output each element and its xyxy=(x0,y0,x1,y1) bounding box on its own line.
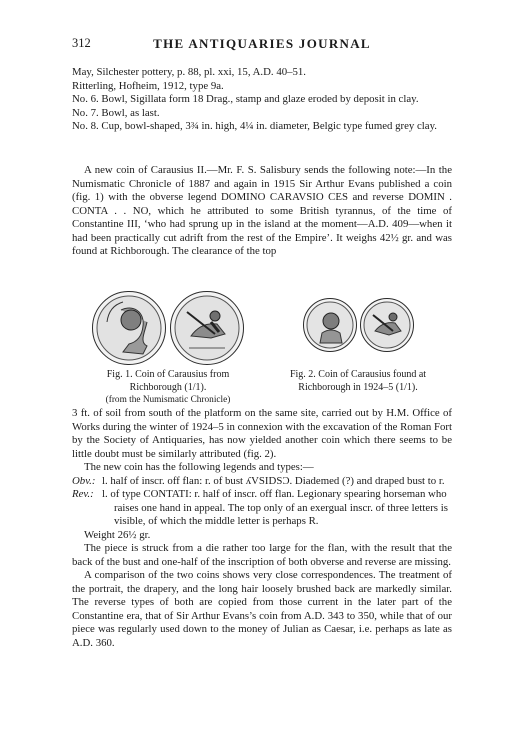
fig2-obverse-coin-image xyxy=(303,298,357,352)
paragraph-comparison: A comparison of the two coins shows very close correspondences. The treatment of the portrait, the drapery, and the long hair loosely brushed back are markedly similar. The reverse types of both are copied from those current in the later part of the Constantine era, that of Sir Arthur Evans’s coin from A.D. 343 to 350, while that of our piece was regularly used down to the money of Julian as Caesar, i.e. perhaps as late as A.D. 360. xyxy=(72,569,452,649)
page-header xyxy=(72,36,452,54)
fig2-caption-title: Fig. 2. Coin of Carausius found at xyxy=(289,369,427,380)
obverse-description xyxy=(72,475,452,489)
reverse-label: Rev.: xyxy=(72,488,94,500)
fig2-reverse-coin-image xyxy=(360,298,414,352)
reference-line: No. 6. Bowl, Sigillata form 18 Drag., stamp and glaze eroded by deposit in clay. xyxy=(72,93,419,105)
running-head: THE ANTIQUARIES JOURNAL xyxy=(153,36,371,51)
paragraph-die-size: The piece is struck from a die rather too large for the flan, with the result that the back of the bust and one-half of the inscription of both obverse and reverse are missing. xyxy=(72,542,452,568)
pottery-references xyxy=(72,66,452,134)
obverse-text: l. half of inscr. off flan: r. of bust ʎVSIDSƆ. Diademed (?) and draped bust to r. xyxy=(102,474,445,487)
fig2-caption-scale: Richborough in 1924–5 (1/1). xyxy=(298,381,418,393)
fig1-caption-scale: Richborough (1/1). xyxy=(129,381,207,393)
fig1-obverse-coin-image xyxy=(92,291,166,365)
paragraph-excavation: 3 ft. of soil from south of the platform on the same site, carried out by H.M. Office of Works during the winter of 1924–5 in connexion with the excavation of the Roman Fort by the Society of Antiquaries, has now yielded another coin which there seems to be little doubt must be similarly attributed (fig. 2). xyxy=(72,407,452,460)
fig1-reverse-coin-image xyxy=(170,291,244,365)
fig1-caption-title: Fig. 1. Coin of Carausius from xyxy=(106,369,230,380)
paragraph-legends-intro: The new coin has the following legends and types:— xyxy=(84,461,314,473)
weight-line: Weight 26½ gr. xyxy=(84,528,151,541)
reverse-description xyxy=(72,488,452,529)
reference-line: No. 8. Cup, bowl-shaped, 3¾ in. high, 4¼ in. diameter, Belgic type fumed grey clay. xyxy=(72,120,437,132)
obverse-label: Obv.: xyxy=(72,474,96,487)
carausius-note xyxy=(72,164,452,259)
paragraph-coin-note: A new coin of Carausius II.—Mr. F. S. Salisbury sends the following note:—In the Numismatic Chronicle of 1887 and again in 1915 Sir Arthur Evans published a coin (fig. 1) with the obverse legend DOMINO CARAVSIO CES and reverse DOMIN . CONTA . . NO, which he attributed to some British tyrannus, of the time of Constantine III, ‘who had sprung up in the island at the moment—A.D. 409—when it had been practically cut adrift from the rest of the Empire’. It weighs 42½ gr. and was found at Richborough. The clearance of the top xyxy=(72,164,452,257)
page-number: 312 xyxy=(72,36,91,50)
reverse-text: l. of type CONTATI: r. half of inscr. off flan. Legionary spearing horseman who raises one hand in appeal. The top only of an exergual inscr. of three letters is visible, of which the middle letter is perhaps R. xyxy=(102,488,448,527)
body-text xyxy=(72,407,452,650)
fig2-caption xyxy=(273,369,443,394)
reference-line: May, Silchester pottery, p. 88, pl. xxi, 15, A.D. 40–51. xyxy=(72,66,307,78)
reference-line: Ritterling, Hofheim, 1912, type 9a. xyxy=(72,79,224,92)
fig1-caption xyxy=(88,369,248,407)
fig1-credit: (from the Numismatic Chronicle) xyxy=(105,395,231,405)
reference-line: No. 7. Bowl, as last. xyxy=(72,106,160,119)
